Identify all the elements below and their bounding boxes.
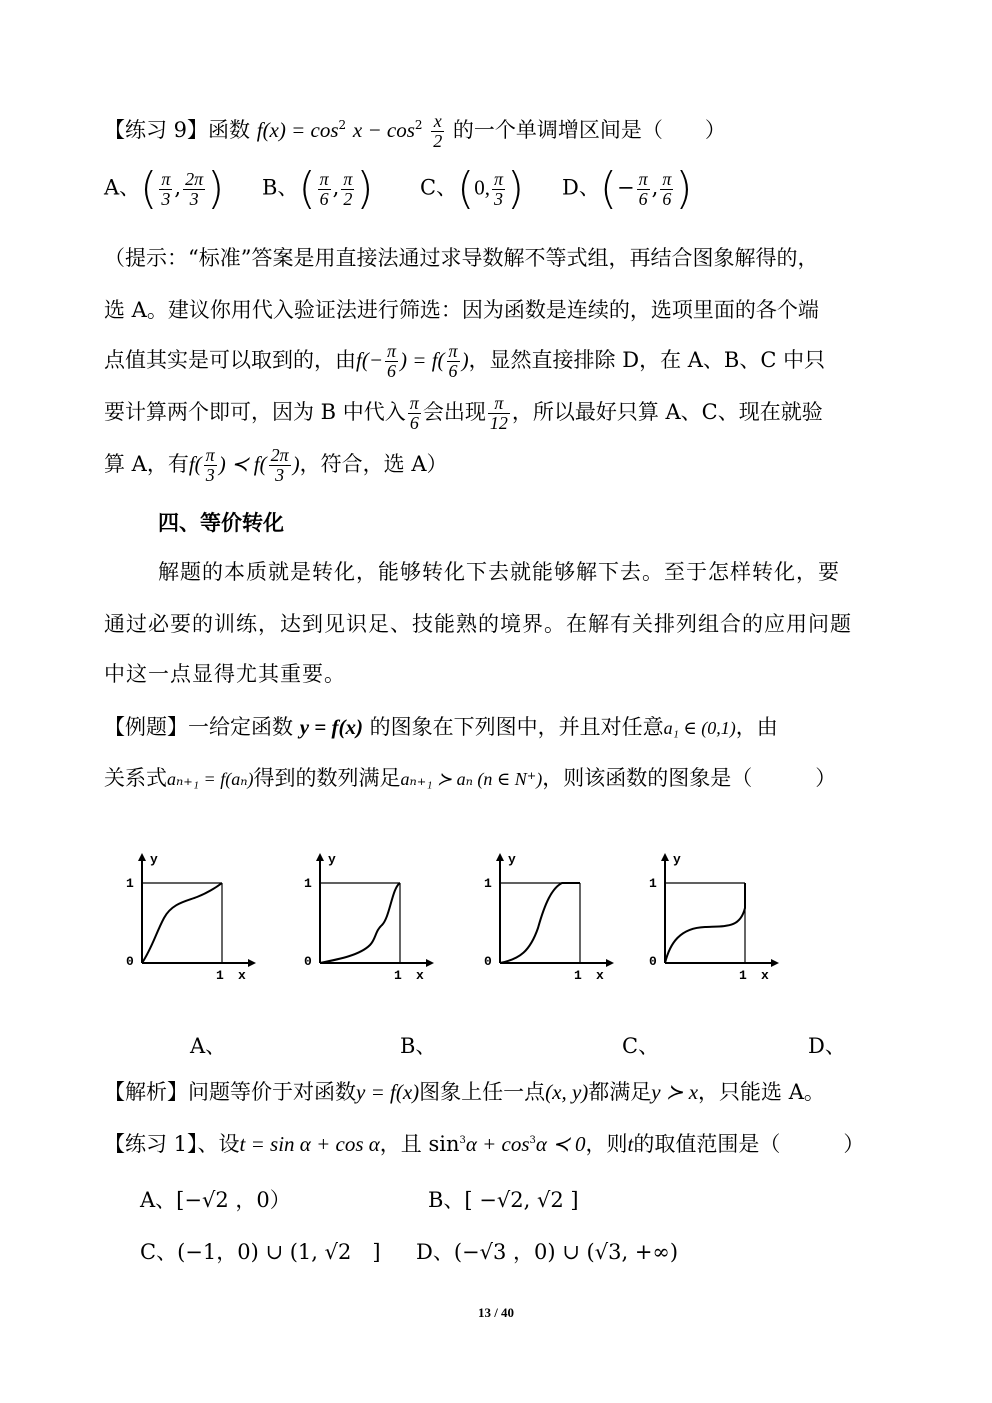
y-axis-arrow [316, 853, 324, 861]
y-axis-label: y [673, 852, 681, 867]
y-tick-1: 1 [649, 876, 657, 891]
section-4-paragraph-2: 通过必要的训练，达到见识足、技能熟的境界。在解有关排列组合的应用问题 [104, 612, 852, 636]
option-b-interval: B、( $\frac{\pi}{6}$ , $\frac{\pi}{2}$ ) [262, 163, 374, 214]
graph-label-d: D、 [808, 1034, 846, 1058]
x-tick-1: 1 [394, 968, 402, 983]
function-curve [500, 883, 580, 963]
example-line-2: 关系式aₙ₊₁ = f(aₙ)得到的数列满足aₙ₊₁ ≻ aₙ (n ∈ N⁺)，则该函数的图象是（ ） [104, 766, 837, 790]
x-tick-1: 1 [574, 968, 582, 983]
x-axis-arrow [606, 959, 614, 967]
origin-label: 0 [304, 954, 312, 969]
y-tick-1: 1 [304, 876, 312, 891]
graph-label-c: C、 [622, 1034, 660, 1058]
graph-d [649, 852, 779, 983]
y-axis-arrow [496, 853, 504, 861]
x-axis-arrow [426, 959, 434, 967]
x-axis-label: x [596, 968, 604, 983]
hint-line-1: （提示：“标准”答案是用直接法通过求导数解不等式组，再结合图象解得的， [104, 246, 819, 270]
section-4-paragraph-1: 解题的本质就是转化，能够转化下去就能够解下去。至于怎样转化，要 [158, 560, 840, 584]
graph-a [126, 852, 256, 983]
origin-label: 0 [649, 954, 657, 969]
y-axis-label: y [328, 852, 336, 867]
y-axis-arrow [661, 853, 669, 861]
option-a-interval: A、( $\frac{\pi}{3}$ , $\frac{2\pi}{3}$ ) [104, 163, 225, 214]
function-curve [142, 883, 222, 963]
hint-line-4: 要计算两个即可，因为 B 中代入 $\frac{\pi}{6}$ 会出现 $\frac{\pi}{12}$ ，所以最好只算 A、C、现在就验 [104, 393, 823, 433]
ex1-option-b: B、[ −√2, √2 ] [428, 1188, 579, 1212]
x-axis-arrow [248, 959, 256, 967]
function-curve [320, 883, 400, 963]
section-4-title: 四、等价转化 [158, 510, 284, 535]
origin-label: 0 [126, 954, 134, 969]
function-curve [665, 883, 745, 963]
x-axis-label: x [761, 968, 769, 983]
graph-c [484, 852, 614, 983]
option-d-interval: D、(− $\frac{\pi}{6}$ , $\frac{\pi}{6}$ ) [562, 163, 693, 214]
graph-b [304, 852, 434, 983]
exercise-9-label: 【练习 9】函数 [104, 117, 251, 142]
x-tick-1: 1 [739, 968, 747, 983]
y-tick-1: 1 [126, 876, 134, 891]
ex1-option-d: D、(−√3 ，0) ∪ (√3, +∞) [416, 1240, 679, 1264]
x-axis-arrow [771, 959, 779, 967]
analysis-line: 【解析】问题等价于对函数y = f(x)图象上任一点(x, y)都满足y ≻ x，只能选 A。 [104, 1080, 825, 1104]
graph-label-a: A、 [190, 1034, 227, 1058]
y-tick-1: 1 [484, 876, 492, 891]
fraction-x-over-2: $\frac{x}{2}$ [433, 111, 443, 151]
exercise-9-question: 【练习 9】函数 $f(x) = \cos^2 x - \cos^2$ $\frac{x}{2}$ 的一个单调增区间是（ ） [104, 111, 726, 151]
x-tick-1: 1 [216, 968, 224, 983]
ex1-option-c: C、(−1，0) ∪ (1, √2 ] [140, 1240, 381, 1264]
option-c-interval: C、(0, $\frac{\pi}{3}$ ) [420, 163, 525, 214]
ex1-option-a: A、[−√2 ，0） [140, 1188, 291, 1212]
x-axis-label: x [416, 968, 424, 983]
y-axis-label: y [150, 852, 158, 867]
section-4-paragraph-3: 中这一点显得尤其重要。 [104, 662, 346, 686]
x-axis-label: x [238, 968, 246, 983]
y-axis-arrow [138, 853, 146, 861]
hint-line-5: 算 A，有f( $\frac{\pi}{3}$ ) ≺ f( $\frac{2\pi}{3}$ )，符合，选 A） [104, 445, 448, 485]
page-number: 13 / 40 [477, 1305, 515, 1320]
hint-line-2: 选 A。建议你用代入验证法进行筛选：因为函数是连续的，选项里面的各个端 [104, 298, 819, 322]
exercise-1-question: 【练习 1】、设t = sin α + cos α，且 $\sin^3\alpha + \cos^3\alpha$ ≺ 0，则t的取值范围是（ ） [104, 1132, 865, 1156]
graph-label-b: B、 [400, 1034, 437, 1058]
hint-line-3: 点值其实是可以取到的，由f(− $\frac{\pi}{6}$ ) = f( $\frac{\pi}{6}$ )，显然直接排除 D，在 A、B、C 中只 [104, 341, 826, 381]
example-line-1: 【例题】一给定函数 y = f(x) 的图象在下列图中，并且对任意a₁ ∈ (0,1)，由 [104, 715, 778, 739]
function-graphs [120, 845, 800, 985]
origin-label: 0 [484, 954, 492, 969]
y-axis-label: y [508, 852, 516, 867]
